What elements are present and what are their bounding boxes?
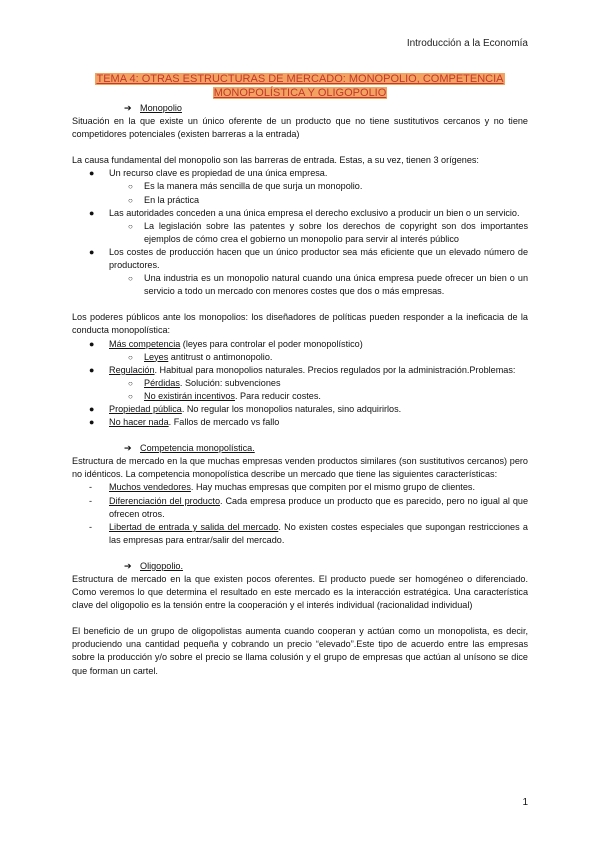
list-item: ○ Pérdidas. Solución: subvenciones (72, 377, 528, 390)
document-body (72, 102, 528, 678)
circle-bullet-icon: ○ (128, 391, 133, 401)
title-line-2: MONOPOLÍSTICA Y OLIGOPOLIO (213, 87, 387, 99)
circle-bullet-icon: ○ (128, 274, 133, 284)
list-item: ● Un recurso clave es propiedad de una única empresa. (72, 167, 528, 180)
list-item: ○ Es la manera más sencilla de que surja un monopolio. (72, 180, 528, 193)
bullet-icon: ● (89, 168, 95, 179)
section-heading-competencia: ➔ Competencia monopolística. (124, 442, 528, 455)
section-heading-monopolio: ➔ Monopolio (124, 102, 528, 115)
list-item: ● Regulación. Habitual para monopolios naturales. Precios regulados por la administración.Problemas: (72, 364, 528, 377)
page-title (72, 72, 528, 100)
list-item: ○ Leyes antitrust o antimonopolio. (72, 351, 528, 364)
circle-bullet-icon: ○ (128, 221, 133, 231)
list-item: - Muchos vendedores. Hay muchas empresas que compiten por el mismo grupo de clientes. (72, 481, 528, 494)
list-item: ● Las autoridades conceden a una única empresa el derecho exclusivo a producir un bien o un servicio. (72, 207, 528, 220)
circle-bullet-icon: ○ (128, 182, 133, 192)
list-item: - Diferenciación del producto. Cada empresa produce un producto que es parecido, pero no igual al que ofrecen otros. (89, 495, 528, 519)
monopolio-causes-list (72, 167, 528, 298)
monopolio-definition: Situación en la que existe un único oferente de un producto que no tiene sustitutivos cercanos y no tiene competidores potenciales (existen barreras a la entrada) (72, 116, 528, 140)
competencia-list (72, 481, 528, 546)
circle-bullet-icon: ○ (128, 352, 133, 362)
list-item: ● No hacer nada. Fallos de mercado vs fallo (72, 416, 528, 429)
oligopolio-paragraph-1: Estructura de mercado en la que existen pocos oferentes. El producto puede ser homogéneo o diferenciado. Como veremos lo que determina el resultado en este mercado es la interacción estratégica. Una característica clave del oligopolio es la tensión entre la cooperación y el interés individual (racionalidad individual) (72, 574, 528, 611)
list-item: - Libertad de entrada y salida del mercado. No existen costes especiales que supongan restricciones a las empresas para entrar/salir del mercado. (89, 521, 528, 545)
bullet-icon: ● (89, 207, 95, 218)
title-line-1: TEMA 4: OTRAS ESTRUCTURAS DE MERCADO: MONOPOLIO, COMPETENCIA (96, 73, 504, 85)
dash-bullet-icon: - (89, 495, 93, 506)
dash-bullet-icon: - (89, 482, 93, 493)
arrow-icon: ➔ (124, 560, 132, 571)
list-item: ○ Una industria es un monopolio natural cuando una única empresa puede ofrecer un bien o un servicio a todo un mercado con menores costes que dos o más empresas. (128, 273, 528, 297)
page-header: Introducción a la Economía (406, 38, 528, 49)
monopolio-causes-intro: La causa fundamental del monopolio son las barreras de entrada. Estas, a su vez, tienen 3 orígenes: (72, 155, 479, 166)
powers-list (72, 338, 528, 430)
bullet-icon: ● (89, 364, 95, 375)
list-item: ○ En la práctica (72, 194, 528, 207)
page-number: 1 (522, 797, 528, 808)
arrow-icon: ➔ (124, 443, 132, 454)
bullet-icon: ● (89, 417, 95, 428)
list-item: ● Más competencia (leyes para controlar el poder monopolístico) (72, 338, 528, 351)
circle-bullet-icon: ○ (128, 378, 133, 388)
competencia-definition: Estructura de mercado en la que muchas empresas venden productos similares (son sustitutivos cercanos) pero no idénticos. La competencia monopolística describe un mercado que tiene las siguientes características: (72, 456, 528, 480)
circle-bullet-icon: ○ (128, 195, 133, 205)
bullet-icon: ● (89, 403, 95, 414)
list-item: ○ No existirán incentivos. Para reducir costes. (72, 390, 528, 403)
list-item: ● Los costes de producción hacen que un único productor sea más eficiente que un elevado número de productores. (89, 246, 528, 271)
list-item: ○ La legislación sobre las patentes y sobre los derechos de copyright son dos importantes ejemplos de cómo crea el gobierno un monopolio para servir al interés público (128, 220, 528, 244)
section-heading-oligopolio: ➔ Oligopolio. (124, 560, 528, 573)
bullet-icon: ● (89, 246, 95, 257)
bullet-icon: ● (89, 338, 95, 349)
dash-bullet-icon: - (89, 521, 93, 532)
oligopolio-paragraph-2: El beneficio de un grupo de oligopolistas aumenta cuando cooperan y actúan como un monopolista, es decir, produciendo una cantidad pequeña y cobrando un precio “elevado”.Este tipo de acuerdo entre las empresas sobre la producción y/o sobre el precio se llama colusión y el grupo de empresas que actúan al unísono se dice que forman un cartel. (72, 626, 528, 676)
list-item: ● Propiedad pública. No regular los monopolios naturales, sino adquirirlos. (72, 403, 528, 416)
powers-intro: Los poderes públicos ante los monopolios: los diseñadores de políticas pueden responder a la ineficacia de la conducta monopolística: (72, 312, 528, 336)
arrow-icon: ➔ (124, 103, 132, 113)
